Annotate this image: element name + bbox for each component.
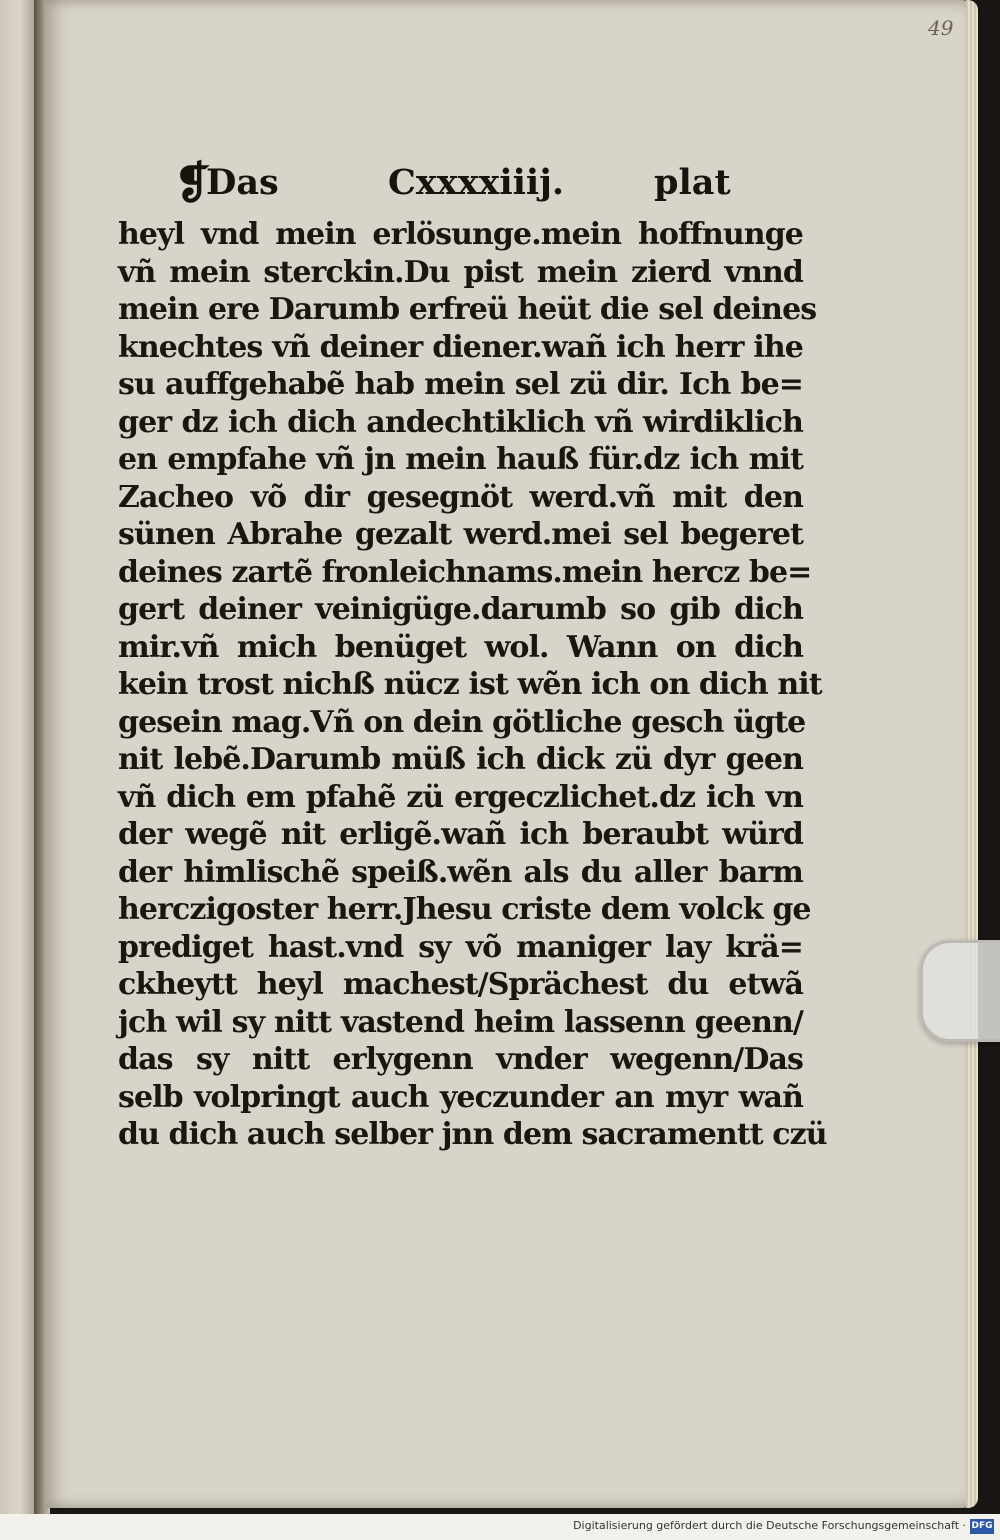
text-line: en empfahe vñ jn mein hauß für.dz ich mit — [118, 442, 803, 477]
header-leaf-number: Cxxxxiiij. — [388, 162, 565, 203]
dfg-logo-icon: DFG — [970, 1519, 994, 1534]
text-line: mir.vñ mich benüget wol. Wann on dich — [118, 629, 803, 665]
header-word-das: Das — [206, 162, 279, 203]
text-line: herczigoster herr.Jhesu criste dem volck ge — [118, 892, 811, 927]
header-word-plat: plat — [654, 162, 731, 203]
text-line: heyl vnd mein erlösunge.mein hoffnunge — [118, 217, 803, 252]
text-line: knechtes vñ deiner diener.wañ ich herr ihe — [118, 329, 803, 365]
pilcrow-icon: ❡ — [174, 158, 211, 209]
text-line: prediget hast.vnd sy võ maniger lay krä= — [118, 929, 803, 965]
footer-bar — [0, 1514, 1000, 1540]
text-line: jch wil sy nitt vastend heim lassenn geenn/ — [118, 1004, 803, 1040]
text-block — [118, 158, 827, 1202]
text-line: gesein mag.Vñ on dein götliche gesch ügte — [118, 704, 806, 740]
text-line: du dich auch selber jnn dem sacramentt czü — [118, 1117, 827, 1152]
folio-number: 49 — [928, 16, 954, 40]
text-line: deines zartẽ fronleichnams.mein hercz be= — [118, 554, 812, 590]
text-line: gert deiner veinigüge.darumb so gib dich — [118, 592, 803, 627]
text-line: kein trost nichß nücz ist wẽn ich on dich nit — [118, 667, 822, 702]
text-line: vñ dich em pfahẽ zü ergeczlichet.dz ich vn — [118, 779, 803, 815]
text-line: nit lebẽ.Darumb müß ich dick zü dyr geen — [118, 742, 803, 777]
text-line: mein ere Darumb erfreü heüt die sel deines — [118, 292, 817, 327]
bookmark-tab — [920, 940, 1000, 1042]
text-line: ger dz ich dich andechtiklich vñ wirdiklich — [118, 404, 803, 440]
text-line: das sy nitt erlygenn vnder wegenn/Das — [118, 1042, 803, 1077]
text-line: vñ mein sterckin.Du pist mein zierd vnnd — [118, 254, 803, 290]
body-text — [118, 216, 827, 1154]
digitization-credit: Digitalisierung gefördert durch die Deutsche Forschungsgemeinschaft · — [573, 1519, 966, 1532]
text-line: ckheytt heyl machest/Sprächest du etwã — [118, 967, 803, 1002]
text-line: Zacheo võ dir gesegnöt werd.vñ mit den — [118, 479, 803, 515]
text-line: der wegẽ nit erligẽ.wañ ich beraubt würd — [118, 817, 803, 852]
text-line: selb volpringt auch yeczunder an myr wañ — [118, 1079, 803, 1115]
running-header — [118, 158, 803, 216]
text-line: sünen Abrahe gezalt werd.mei sel begeret — [118, 517, 803, 552]
text-line: su auffgehabẽ hab mein sel zü dir. Ich be= — [118, 367, 803, 402]
page-edges — [966, 0, 978, 1508]
text-line: der himlischẽ speiß.wẽn als du aller barm — [118, 854, 803, 890]
facing-page-edge — [0, 0, 36, 1514]
